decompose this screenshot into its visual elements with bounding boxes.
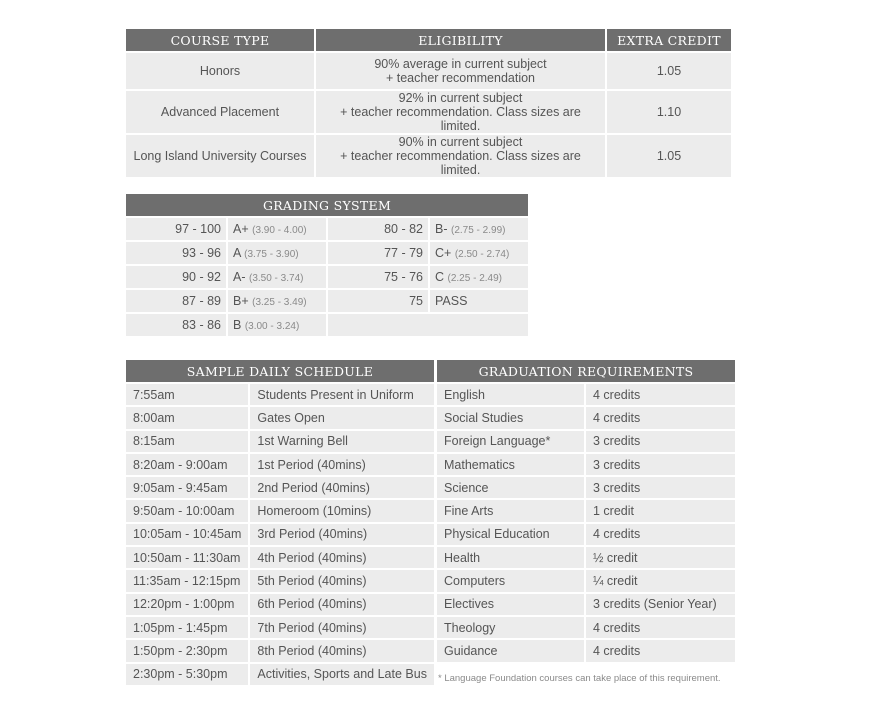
schedule-row bbox=[126, 640, 434, 661]
schedule-row bbox=[126, 431, 434, 452]
extra-credit-cell: 1.05 bbox=[607, 53, 731, 89]
schedule-activity: 3rd Period (40mins) bbox=[250, 524, 434, 545]
grading-row bbox=[126, 314, 528, 336]
graduation-row bbox=[437, 454, 735, 475]
schedule-time: 1:05pm - 1:45pm bbox=[126, 617, 248, 638]
eligibility-line-2: + teacher recommendation. Class sizes are limited. bbox=[340, 105, 581, 133]
schedule-header-row bbox=[126, 360, 434, 382]
requirement-credits: ¼ credit bbox=[586, 570, 735, 591]
letter-grade: B+ bbox=[233, 294, 249, 308]
requirement-subject: Guidance bbox=[437, 640, 584, 661]
gpa-range: (3.50 - 3.74) bbox=[248, 273, 304, 284]
eligibility-line-1: 90% in current subject bbox=[398, 135, 523, 149]
requirement-subject: Fine Arts bbox=[437, 500, 584, 521]
requirement-subject: English bbox=[437, 384, 584, 405]
grade-range: 75 bbox=[328, 290, 428, 312]
gpa-range: (2.75 - 2.99) bbox=[450, 225, 506, 236]
schedule-row bbox=[126, 570, 434, 591]
schedule-time: 9:05am - 9:45am bbox=[126, 477, 248, 498]
schedule-activity: 2nd Period (40mins) bbox=[250, 477, 434, 498]
requirement-subject: Physical Education bbox=[437, 524, 584, 545]
grading-row bbox=[126, 290, 528, 312]
grade-range: 83 - 86 bbox=[126, 314, 226, 336]
requirement-subject: Science bbox=[437, 477, 584, 498]
graduation-row bbox=[437, 500, 735, 521]
schedule-activity: Students Present in Uniform bbox=[250, 384, 434, 405]
gpa-range: (3.25 - 3.49) bbox=[252, 297, 307, 308]
grading-system-table bbox=[124, 192, 530, 338]
schedule-title: SAMPLE DAILY SCHEDULE bbox=[126, 360, 434, 382]
grading-header-row bbox=[126, 194, 528, 216]
extra-credit-header: EXTRA CREDIT bbox=[607, 29, 731, 51]
graduation-body bbox=[437, 384, 735, 662]
course-type-header: COURSE TYPE bbox=[126, 29, 314, 51]
grade-range: 90 - 92 bbox=[126, 266, 226, 288]
footnote: * Language Foundation courses can take place of this requirement. bbox=[438, 673, 721, 684]
requirement-credits: 4 credits bbox=[586, 640, 735, 661]
graduation-row bbox=[437, 640, 735, 661]
grade-cell bbox=[430, 266, 528, 288]
schedule-activity: Activities, Sports and Late Bus bbox=[250, 664, 434, 685]
course-type-cell: Long Island University Courses bbox=[126, 135, 314, 177]
schedule-activity: 1st Period (40mins) bbox=[250, 454, 434, 475]
schedule-activity: 7th Period (40mins) bbox=[250, 617, 434, 638]
grading-system-title: GRADING SYSTEM bbox=[126, 194, 528, 216]
grade-range: 97 - 100 bbox=[126, 218, 226, 240]
schedule-activity: 8th Period (40mins) bbox=[250, 640, 434, 661]
requirement-subject: Social Studies bbox=[437, 407, 584, 428]
eligibility-cell bbox=[316, 135, 605, 177]
schedule-row bbox=[126, 384, 434, 405]
graduation-row bbox=[437, 407, 735, 428]
schedule-row bbox=[126, 617, 434, 638]
eligibility-header: ELIGIBILITY bbox=[316, 29, 605, 51]
requirement-subject: Computers bbox=[437, 570, 584, 591]
requirement-credits: 4 credits bbox=[586, 524, 735, 545]
requirement-credits: 3 credits bbox=[586, 477, 735, 498]
graduation-row bbox=[437, 384, 735, 405]
course-row bbox=[126, 91, 731, 133]
empty-cell bbox=[328, 314, 528, 336]
extra-credit-cell: 1.10 bbox=[607, 91, 731, 133]
requirement-subject: Theology bbox=[437, 617, 584, 638]
schedule-time: 10:50am - 11:30am bbox=[126, 547, 248, 568]
letter-grade: A- bbox=[233, 270, 246, 284]
graduation-requirements-table bbox=[435, 358, 737, 664]
letter-grade: B- bbox=[435, 222, 448, 236]
course-type-cell: Advanced Placement bbox=[126, 91, 314, 133]
requirement-credits: ½ credit bbox=[586, 547, 735, 568]
schedule-time: 2:30pm - 5:30pm bbox=[126, 664, 248, 685]
eligibility-line-2: + teacher recommendation. Class sizes are limited. bbox=[340, 149, 581, 177]
requirement-subject: Mathematics bbox=[437, 454, 584, 475]
requirement-credits: 4 credits bbox=[586, 617, 735, 638]
extra-credit-cell: 1.05 bbox=[607, 135, 731, 177]
daily-schedule-table bbox=[124, 358, 436, 687]
schedule-row bbox=[126, 407, 434, 428]
letter-grade: C bbox=[435, 270, 445, 284]
schedule-activity: 1st Warning Bell bbox=[250, 431, 434, 452]
schedule-row bbox=[126, 594, 434, 615]
schedule-activity: 5th Period (40mins) bbox=[250, 570, 434, 591]
schedule-time: 8:00am bbox=[126, 407, 248, 428]
requirement-credits: 3 credits (Senior Year) bbox=[586, 594, 735, 615]
schedule-activity: Gates Open bbox=[250, 407, 434, 428]
schedule-row bbox=[126, 547, 434, 568]
grade-cell bbox=[430, 218, 528, 240]
grade-cell bbox=[430, 242, 528, 264]
letter-grade: B bbox=[233, 318, 242, 332]
course-row bbox=[126, 135, 731, 177]
grade-range: 75 - 76 bbox=[328, 266, 428, 288]
eligibility-cell bbox=[316, 53, 605, 89]
schedule-time: 7:55am bbox=[126, 384, 248, 405]
graduation-row bbox=[437, 594, 735, 615]
schedule-time: 8:15am bbox=[126, 431, 248, 452]
grade-cell bbox=[430, 290, 528, 312]
schedule-time: 1:50pm - 2:30pm bbox=[126, 640, 248, 661]
requirement-subject: Foreign Language* bbox=[437, 431, 584, 452]
requirement-subject: Electives bbox=[437, 594, 584, 615]
graduation-row bbox=[437, 431, 735, 452]
course-type-table bbox=[124, 27, 733, 179]
requirement-credits: 3 credits bbox=[586, 454, 735, 475]
schedule-row bbox=[126, 524, 434, 545]
schedule-body bbox=[126, 384, 434, 685]
graduation-row bbox=[437, 617, 735, 638]
grade-cell bbox=[228, 266, 326, 288]
grading-row bbox=[126, 218, 528, 240]
schedule-time: 8:20am - 9:00am bbox=[126, 454, 248, 475]
graduation-row bbox=[437, 524, 735, 545]
grade-range: 87 - 89 bbox=[126, 290, 226, 312]
requirement-subject: Health bbox=[437, 547, 584, 568]
schedule-time: 9:50am - 10:00am bbox=[126, 500, 248, 521]
graduation-row bbox=[437, 570, 735, 591]
eligibility-line-1: 92% in current subject bbox=[398, 91, 523, 105]
schedule-activity: 6th Period (40mins) bbox=[250, 594, 434, 615]
schedule-row bbox=[126, 454, 434, 475]
eligibility-line-1: 90% average in current subject bbox=[374, 57, 547, 71]
letter-grade: A+ bbox=[233, 222, 249, 236]
eligibility-cell bbox=[316, 91, 605, 133]
course-row bbox=[126, 53, 731, 89]
graduation-row bbox=[437, 547, 735, 568]
grading-row bbox=[126, 242, 528, 264]
eligibility-line-2: + teacher recommendation bbox=[385, 71, 536, 85]
requirement-credits: 3 credits bbox=[586, 431, 735, 452]
grade-cell bbox=[228, 314, 326, 336]
course-header-row bbox=[126, 29, 731, 51]
graduation-header-row bbox=[437, 360, 735, 382]
grade-range: 80 - 82 bbox=[328, 218, 428, 240]
requirement-credits: 4 credits bbox=[586, 384, 735, 405]
grade-range: 93 - 96 bbox=[126, 242, 226, 264]
grade-cell bbox=[228, 290, 326, 312]
grade-cell bbox=[228, 242, 326, 264]
requirement-credits: 4 credits bbox=[586, 407, 735, 428]
course-type-cell: Honors bbox=[126, 53, 314, 89]
schedule-row bbox=[126, 477, 434, 498]
grade-range: 77 - 79 bbox=[328, 242, 428, 264]
letter-grade: PASS bbox=[435, 294, 468, 308]
requirement-credits: 1 credit bbox=[586, 500, 735, 521]
letter-grade: C+ bbox=[435, 246, 452, 260]
schedule-time: 10:05am - 10:45am bbox=[126, 524, 248, 545]
grade-cell bbox=[228, 218, 326, 240]
graduation-title: GRADUATION REQUIREMENTS bbox=[437, 360, 735, 382]
gpa-range: (3.75 - 3.90) bbox=[244, 249, 299, 260]
gpa-range: (3.00 - 3.24) bbox=[244, 321, 300, 332]
schedule-activity: 4th Period (40mins) bbox=[250, 547, 434, 568]
gpa-range: (2.25 - 2.49) bbox=[447, 273, 502, 284]
schedule-activity: Homeroom (10mins) bbox=[250, 500, 434, 521]
schedule-row bbox=[126, 500, 434, 521]
graduation-row bbox=[437, 477, 735, 498]
schedule-row bbox=[126, 664, 434, 685]
gpa-range: (2.50 - 2.74) bbox=[454, 249, 510, 260]
letter-grade: A bbox=[233, 246, 241, 260]
grading-row bbox=[126, 266, 528, 288]
schedule-time: 12:20pm - 1:00pm bbox=[126, 594, 248, 615]
schedule-time: 11:35am - 12:15pm bbox=[126, 570, 248, 591]
gpa-range: (3.90 - 4.00) bbox=[252, 225, 307, 236]
